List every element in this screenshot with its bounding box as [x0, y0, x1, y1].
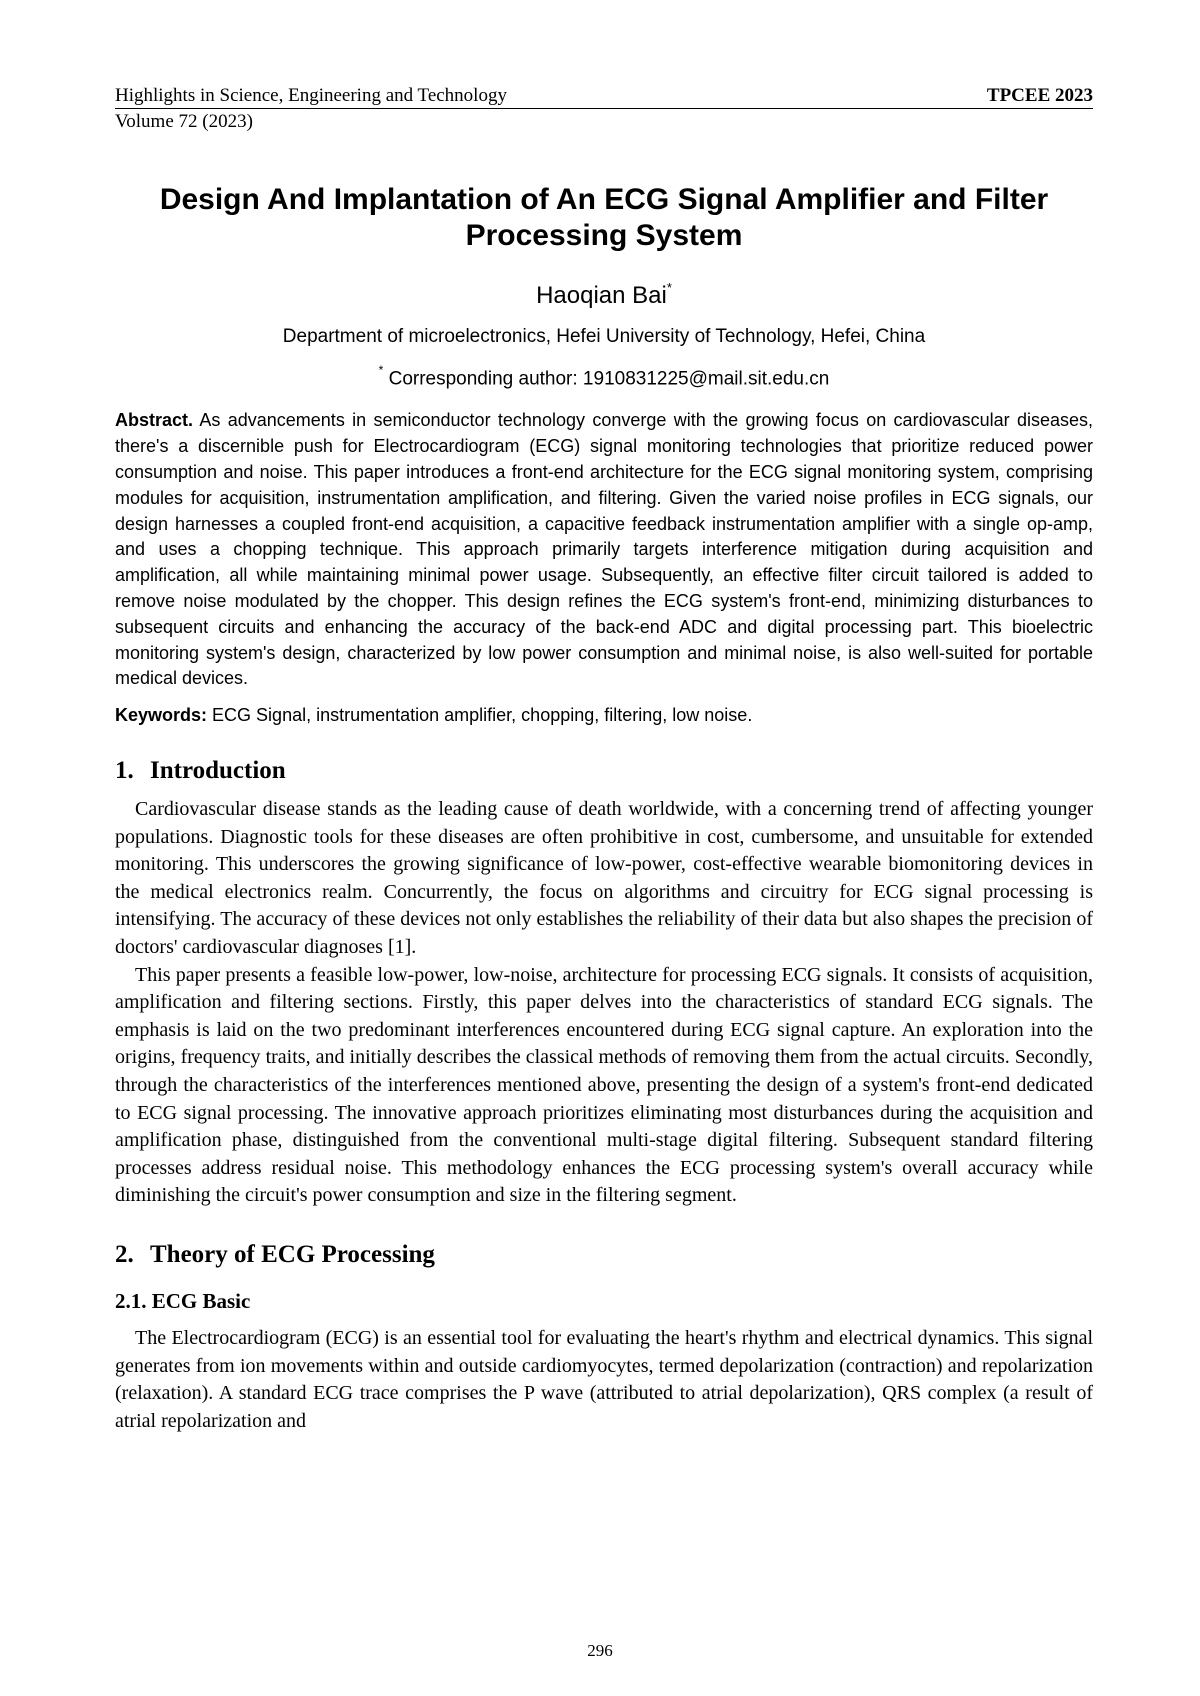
section-heading-theory [115, 1240, 1093, 1270]
author-line [115, 276, 1093, 310]
paragraph: The Electrocardiogram (ECG) is an essential tool for evaluating the heart's rhythm and electrical dynamics. This signal generates from ion movements within and outside cardiomyocytes, termed depolarization (contraction) and repolarization (relaxation). A standard ECG trace comprises the P wave (attributed to atrial depolarization), QRS complex (a result of atrial repolarization and [115, 1327, 1093, 1432]
paper-title: Design And Implantation of An ECG Signal Amplifier and Filter Processing System [159, 183, 1049, 252]
author-name: Haoqian Bai [536, 282, 667, 309]
volume-label: Volume 72 (2023) [115, 111, 253, 132]
subsection-heading: 2.1. ECG Basic [115, 1289, 251, 1313]
section-number: 1. [115, 757, 134, 785]
affiliation: Department of microelectronics, Hefei University of Technology, Hefei, China [282, 326, 926, 347]
corresponding-mark: * [378, 363, 384, 377]
abstract-text: As advancements in semiconductor technology converge with the growing focus on cardiovascular diseases, there's a discernible push for Electrocardiogram (ECG) signal monitoring technologies that prioritize reduced power consumption and noise. This paper introduces a front-end architecture for the ECG signal monitoring system, comprising modules for acquisition, instrumentation amplification, and filtering. Given the varied noise profiles in ECG signals, our design harnesses a coupled front-end acquisition, a capacitive feedback instrumentation amplifier with a single op-amp, and uses a chopping technique. This approach primarily targets interference mitigation during acquisition and amplification, all while maintaining minimal power usage. Subsequently, an effective filter circuit tailored is added to remove noise modulated by the chopper. This design refines the ECG system's front-end, minimizing disturbances to subsequent circuits and enhancing the accuracy of the back-end ADC and digital processing part. This bioelectric monitoring system's design, characterized by low power consumption and minimal noise, is also well-suited for portable medical devices. [115, 410, 1093, 689]
abstract-label: Abstract. [115, 410, 194, 431]
page [115, 86, 1093, 1435]
keywords [115, 703, 1093, 728]
corresponding-text: Corresponding author: 1910831225@mail.sit.edu.cn [388, 368, 830, 390]
section-number: 2. [115, 1241, 134, 1268]
section-title: Theory of ECG Processing [150, 1241, 435, 1268]
running-header [115, 86, 1093, 109]
section-title: Introduction [150, 757, 286, 785]
paragraph: This paper presents a feasible low-power, low-noise, architecture for processing ECG signals. It consists of acquisition, amplification and filtering sections. Firstly, this paper delves into the characteristics of standard ECG signals. The emphasis is laid on the two predominant interferences encountered during ECG signal capture. An exploration into the origins, frequency traits, and initially describes the classical methods of removing them from the actual circuits. Secondly, through the characteristics of the interferences mentioned above, presenting the design of a system's front-end dedicated to ECG signal processing. The innovative approach prioritizes eliminating most disturbances during the acquisition and amplification phase, distinguished from the conventional multi-stage digital filtering. Subsequent standard filtering processes address residual noise. This methodology enhances the ECG processing system's overall accuracy while diminishing the circuit's power consumption and size in the filtering segment. [115, 963, 1093, 1207]
abstract [115, 408, 1093, 692]
keywords-text: ECG Signal, instrumentation amplifier, chopping, filtering, low noise. [212, 705, 753, 726]
journal-name: Highlights in Science, Engineering and Technology [115, 85, 507, 106]
paragraph: Cardiovascular disease stands as the leading cause of death worldwide, with a concerning trend of affecting younger populations. Diagnostic tools for these diseases are often prohibitive in cost, cumbersome, and unsuitable for extended monitoring. This underscores the growing significance of low-power, cost-effective wearable biomonitoring devices in the medical electronics realm. Concurrently, the focus on algorithms and circuitry for ECG signal processing is intensifying. The accuracy of these devices not only establishes the reliability of their data but also shapes the precision of doctors' cardiovascular diagnoses [1]. [115, 798, 1093, 959]
corresponding-author [115, 361, 1093, 391]
page-number: 296 [587, 1641, 613, 1660]
author-mark: * [666, 280, 672, 295]
conference-name: TPCEE 2023 [986, 85, 1093, 106]
keywords-label: Keywords: [115, 705, 208, 726]
section-heading-introduction [115, 756, 1093, 786]
